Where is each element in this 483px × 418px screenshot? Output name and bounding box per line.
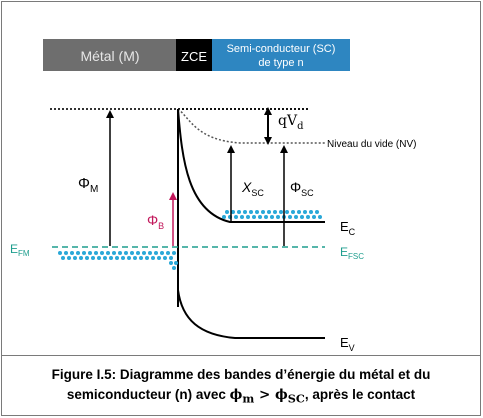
figure-caption [1, 355, 481, 418]
phi-m-symbol: $\phi_m$ [229, 387, 255, 406]
caption-line-2 [67, 385, 415, 409]
qvd-label: $qV_d$ [278, 113, 304, 132]
caption-line-1: Figure I.5: Diagramme des bandes d’énergie du métal et du [51, 367, 431, 383]
sc-label-line2: de type n [258, 57, 304, 69]
sc-label-line1: Semi-conducteur (SC) [226, 43, 336, 55]
caption-line-2-post: , après le contact [304, 387, 416, 403]
phi-sc-label: $\Phi_{SC}$ [290, 179, 314, 198]
phi-m-label: $\Phi_M$ [78, 175, 99, 195]
ec-label: $E_C$ [340, 219, 356, 237]
zce-label: ZCE [181, 49, 207, 64]
efm-label: $E_{FM}$ [10, 242, 30, 258]
niveau-vide-label: Niveau du vide (NV) [327, 139, 417, 150]
chi-sc-label: $X_{SC}$ [242, 179, 264, 198]
greater-than-symbol: > [254, 387, 276, 404]
ev-label: $E_V$ [340, 335, 355, 353]
valence-band [178, 290, 325, 338]
sc-electrons [222, 210, 322, 219]
metal-label: Métal (M) [80, 48, 140, 64]
caption-line-2-pre: semiconducteur (n) avec [66, 387, 230, 403]
efsc-label: $E_{FSC}$ [340, 245, 365, 261]
phi-sc-symbol: $\phi_{SC}$ [275, 387, 305, 406]
phi-b-label: $\Phi_B$ [147, 212, 165, 231]
metal-electrons [58, 251, 178, 270]
